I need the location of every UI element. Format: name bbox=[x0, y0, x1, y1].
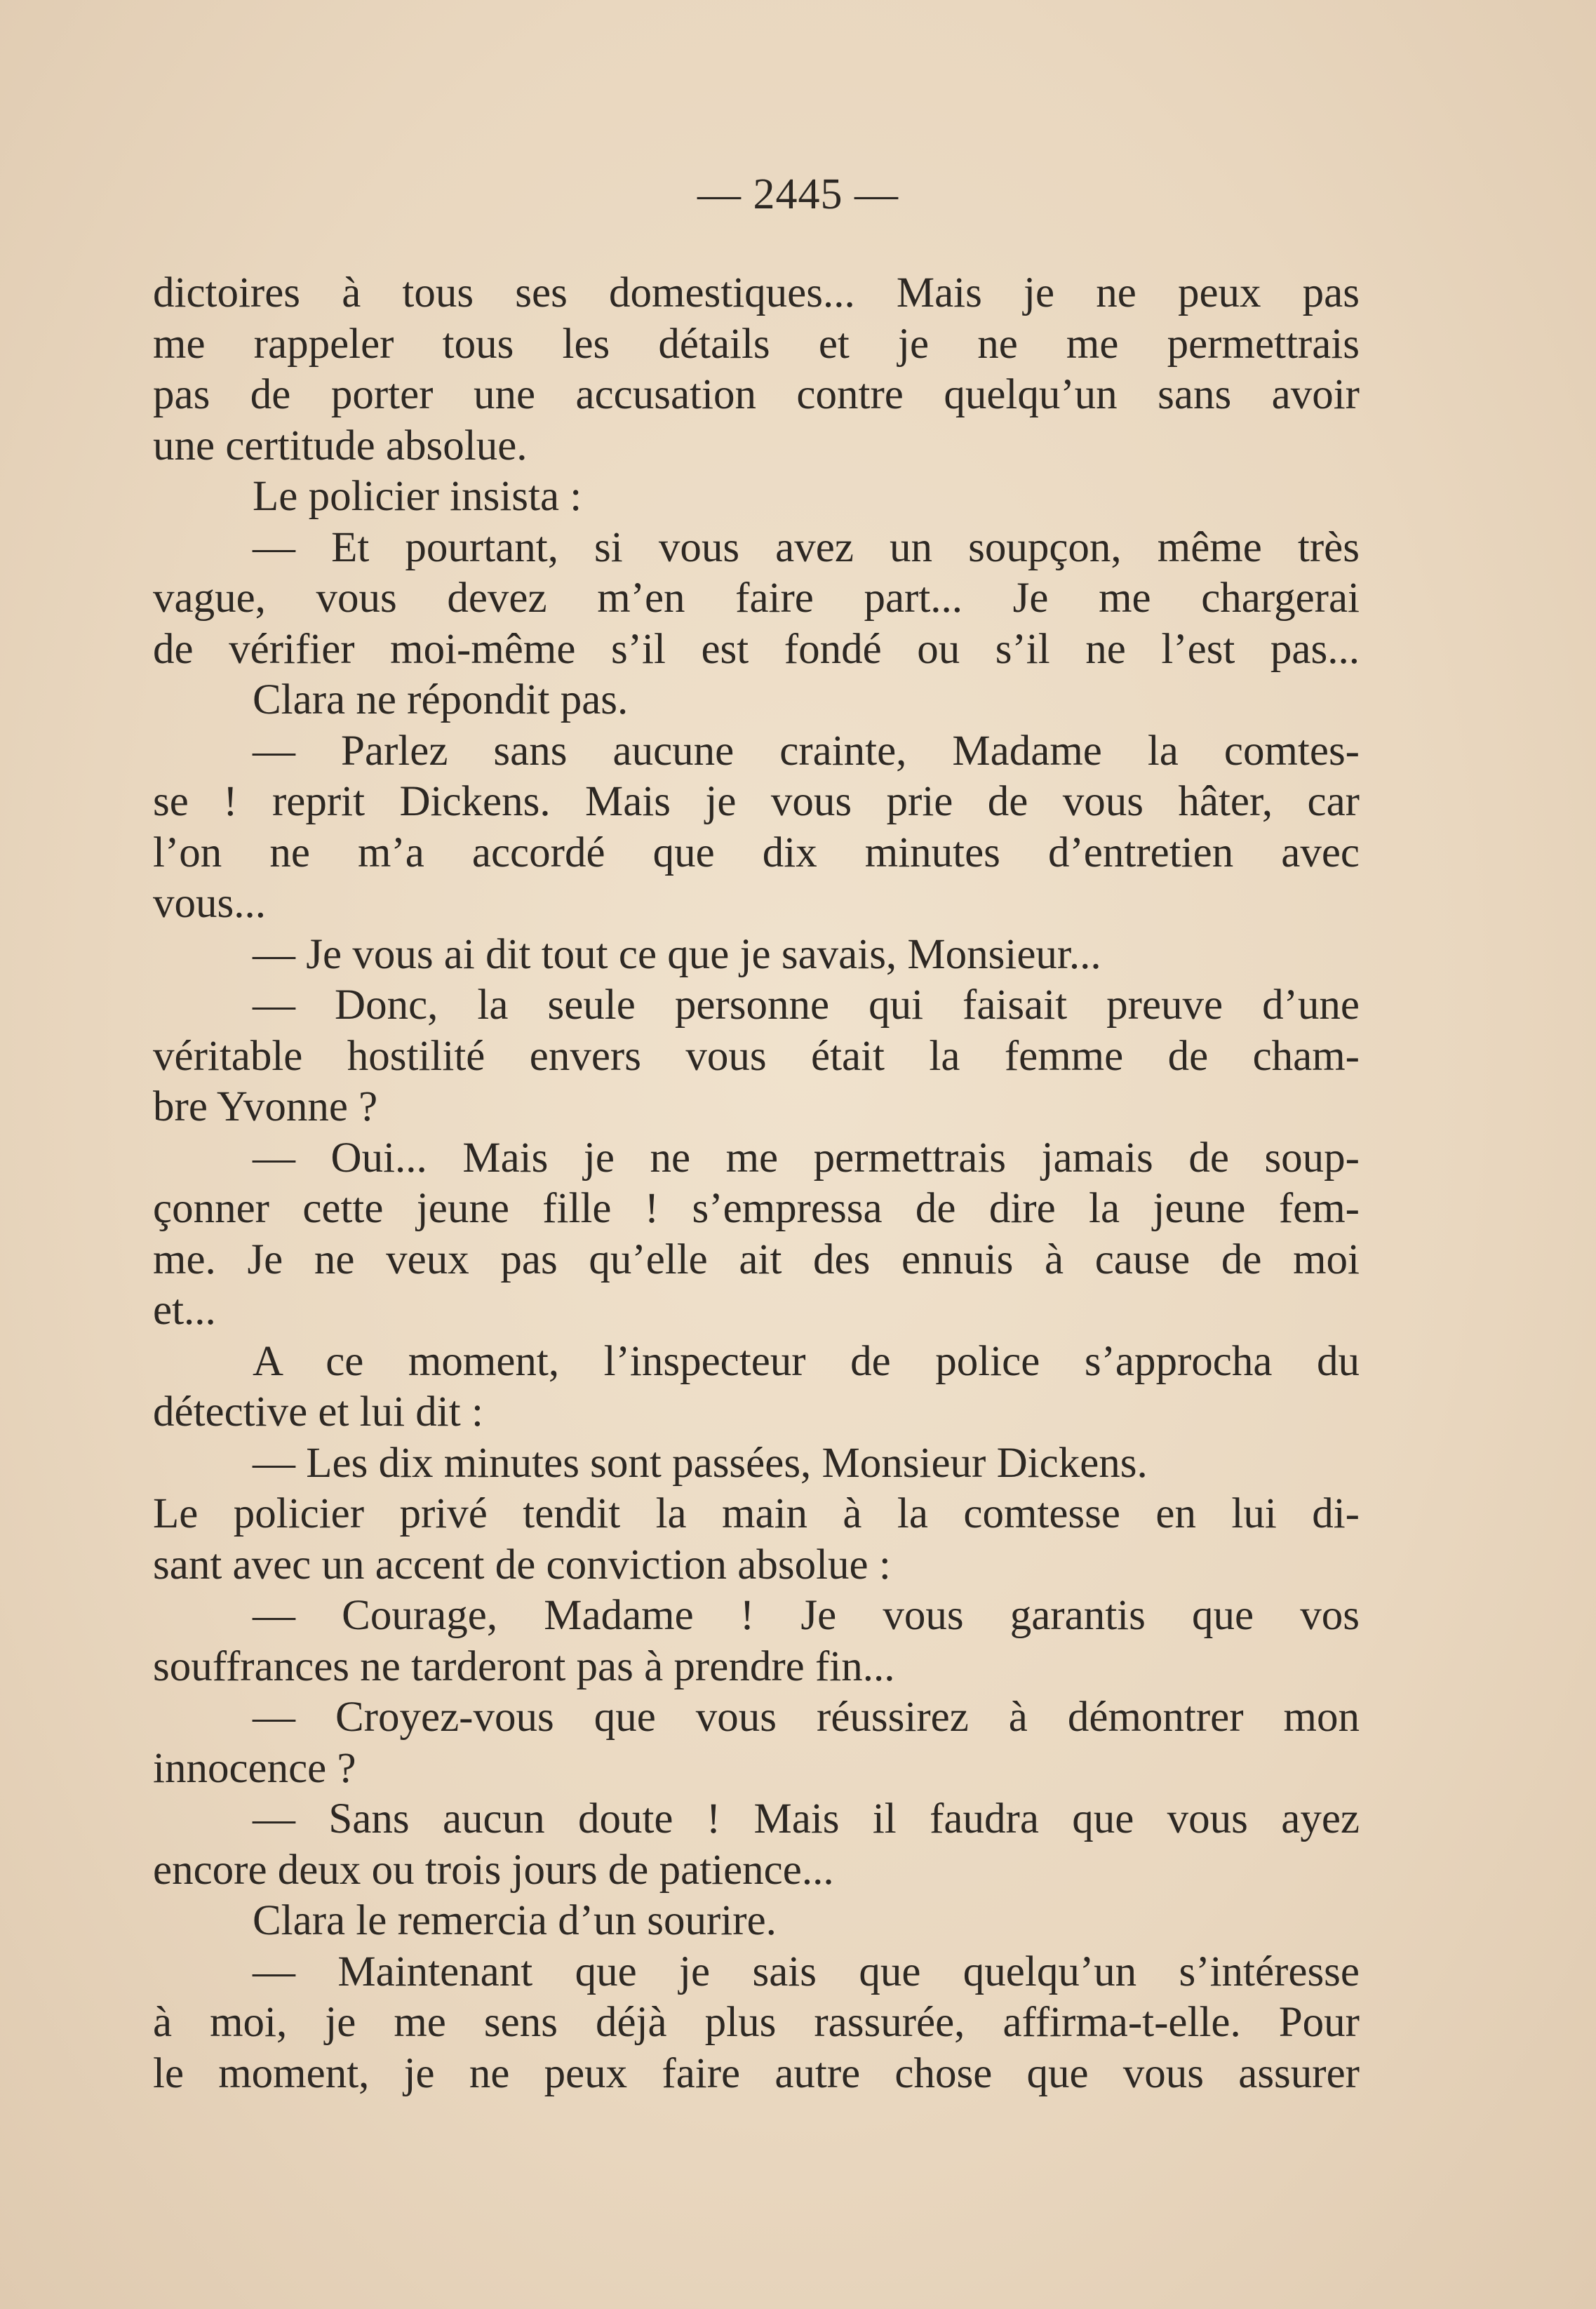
text-line: pas de porter une accusation contre quelqu’un sans avoir bbox=[153, 371, 1360, 418]
text-line: et... bbox=[153, 1287, 216, 1334]
text-line: à moi, je me sens déjà plus rassurée, affirma-t-elle. Pour bbox=[153, 1999, 1360, 2046]
text-line: de vérifier moi-même s’il est fondé ou s’il ne l’est pas... bbox=[153, 625, 1360, 673]
text-line: çonner cette jeune fille ! s’empressa de dire la jeune fem- bbox=[153, 1185, 1360, 1232]
text-line: A ce moment, l’inspecteur de police s’approcha du bbox=[253, 1337, 1360, 1385]
text-line: l’on ne m’a accordé que dix minutes d’entretien avec bbox=[153, 829, 1360, 876]
text-line: sant avec un accent de conviction absolue : bbox=[153, 1541, 891, 1588]
text-line: vous... bbox=[153, 880, 266, 927]
text-line: me rappeler tous les détails et je ne me permettrais bbox=[153, 320, 1360, 368]
text-line: innocence ? bbox=[153, 1744, 356, 1792]
text-line: Le policier insista : bbox=[253, 473, 582, 520]
text-line: Clara le remercia d’un sourire. bbox=[253, 1897, 777, 1944]
text-line: — Parlez sans aucune crainte, Madame la comtes- bbox=[253, 727, 1360, 775]
text-line: encore deux ou trois jours de patience... bbox=[153, 1846, 834, 1894]
text-line: — Je vous ai dit tout ce que je savais, Monsieur... bbox=[253, 930, 1101, 978]
text-line: — Oui... Mais je ne me permettrais jamais de soup- bbox=[253, 1134, 1360, 1182]
text-line: une certitude absolue. bbox=[153, 422, 528, 469]
text-line: bre Yvonne ? bbox=[153, 1083, 378, 1130]
text-line: se ! reprit Dickens. Mais je vous prie de vous hâter, car bbox=[153, 778, 1360, 825]
text-line: Le policier privé tendit la main à la comtesse en lui di- bbox=[153, 1490, 1360, 1537]
text-line: véritable hostilité envers vous était la femme de cham- bbox=[153, 1032, 1360, 1080]
text-line: — Croyez-vous que vous réussirez à démontrer mon bbox=[253, 1694, 1360, 1741]
text-line: dictoires à tous ses domestiques... Mais je ne peux pas bbox=[153, 269, 1360, 316]
text-line: — Maintenant que je sais que quelqu’un s’intéresse bbox=[253, 1948, 1360, 1995]
text-line: — Sans aucun doute ! Mais il faudra que vous ayez bbox=[253, 1795, 1360, 1842]
body-text bbox=[153, 268, 1360, 2099]
text-line: Clara ne répondit pas. bbox=[253, 676, 629, 723]
text-line: — Courage, Madame ! Je vous garantis que vos bbox=[253, 1592, 1360, 1639]
text-line: — Donc, la seule personne qui faisait preuve d’une bbox=[253, 982, 1360, 1029]
text-line: le moment, je ne peux faire autre chose que vous assurer bbox=[153, 2049, 1360, 2097]
text-line: me. Je ne veux pas qu’elle ait des ennuis à cause de moi bbox=[153, 1236, 1360, 1283]
text-line: détective et lui dit : bbox=[153, 1388, 483, 1435]
text-line: — Les dix minutes sont passées, Monsieur Dickens. bbox=[253, 1439, 1148, 1487]
text-line: vague, vous devez m’en faire part... Je me chargerai bbox=[153, 575, 1360, 622]
page-number: — 2445 — bbox=[697, 170, 899, 218]
text-line: — Et pourtant, si vous avez un soupçon, même très bbox=[253, 523, 1360, 571]
text-line: souffrances ne tarderont pas à prendre fin... bbox=[153, 1642, 895, 1690]
